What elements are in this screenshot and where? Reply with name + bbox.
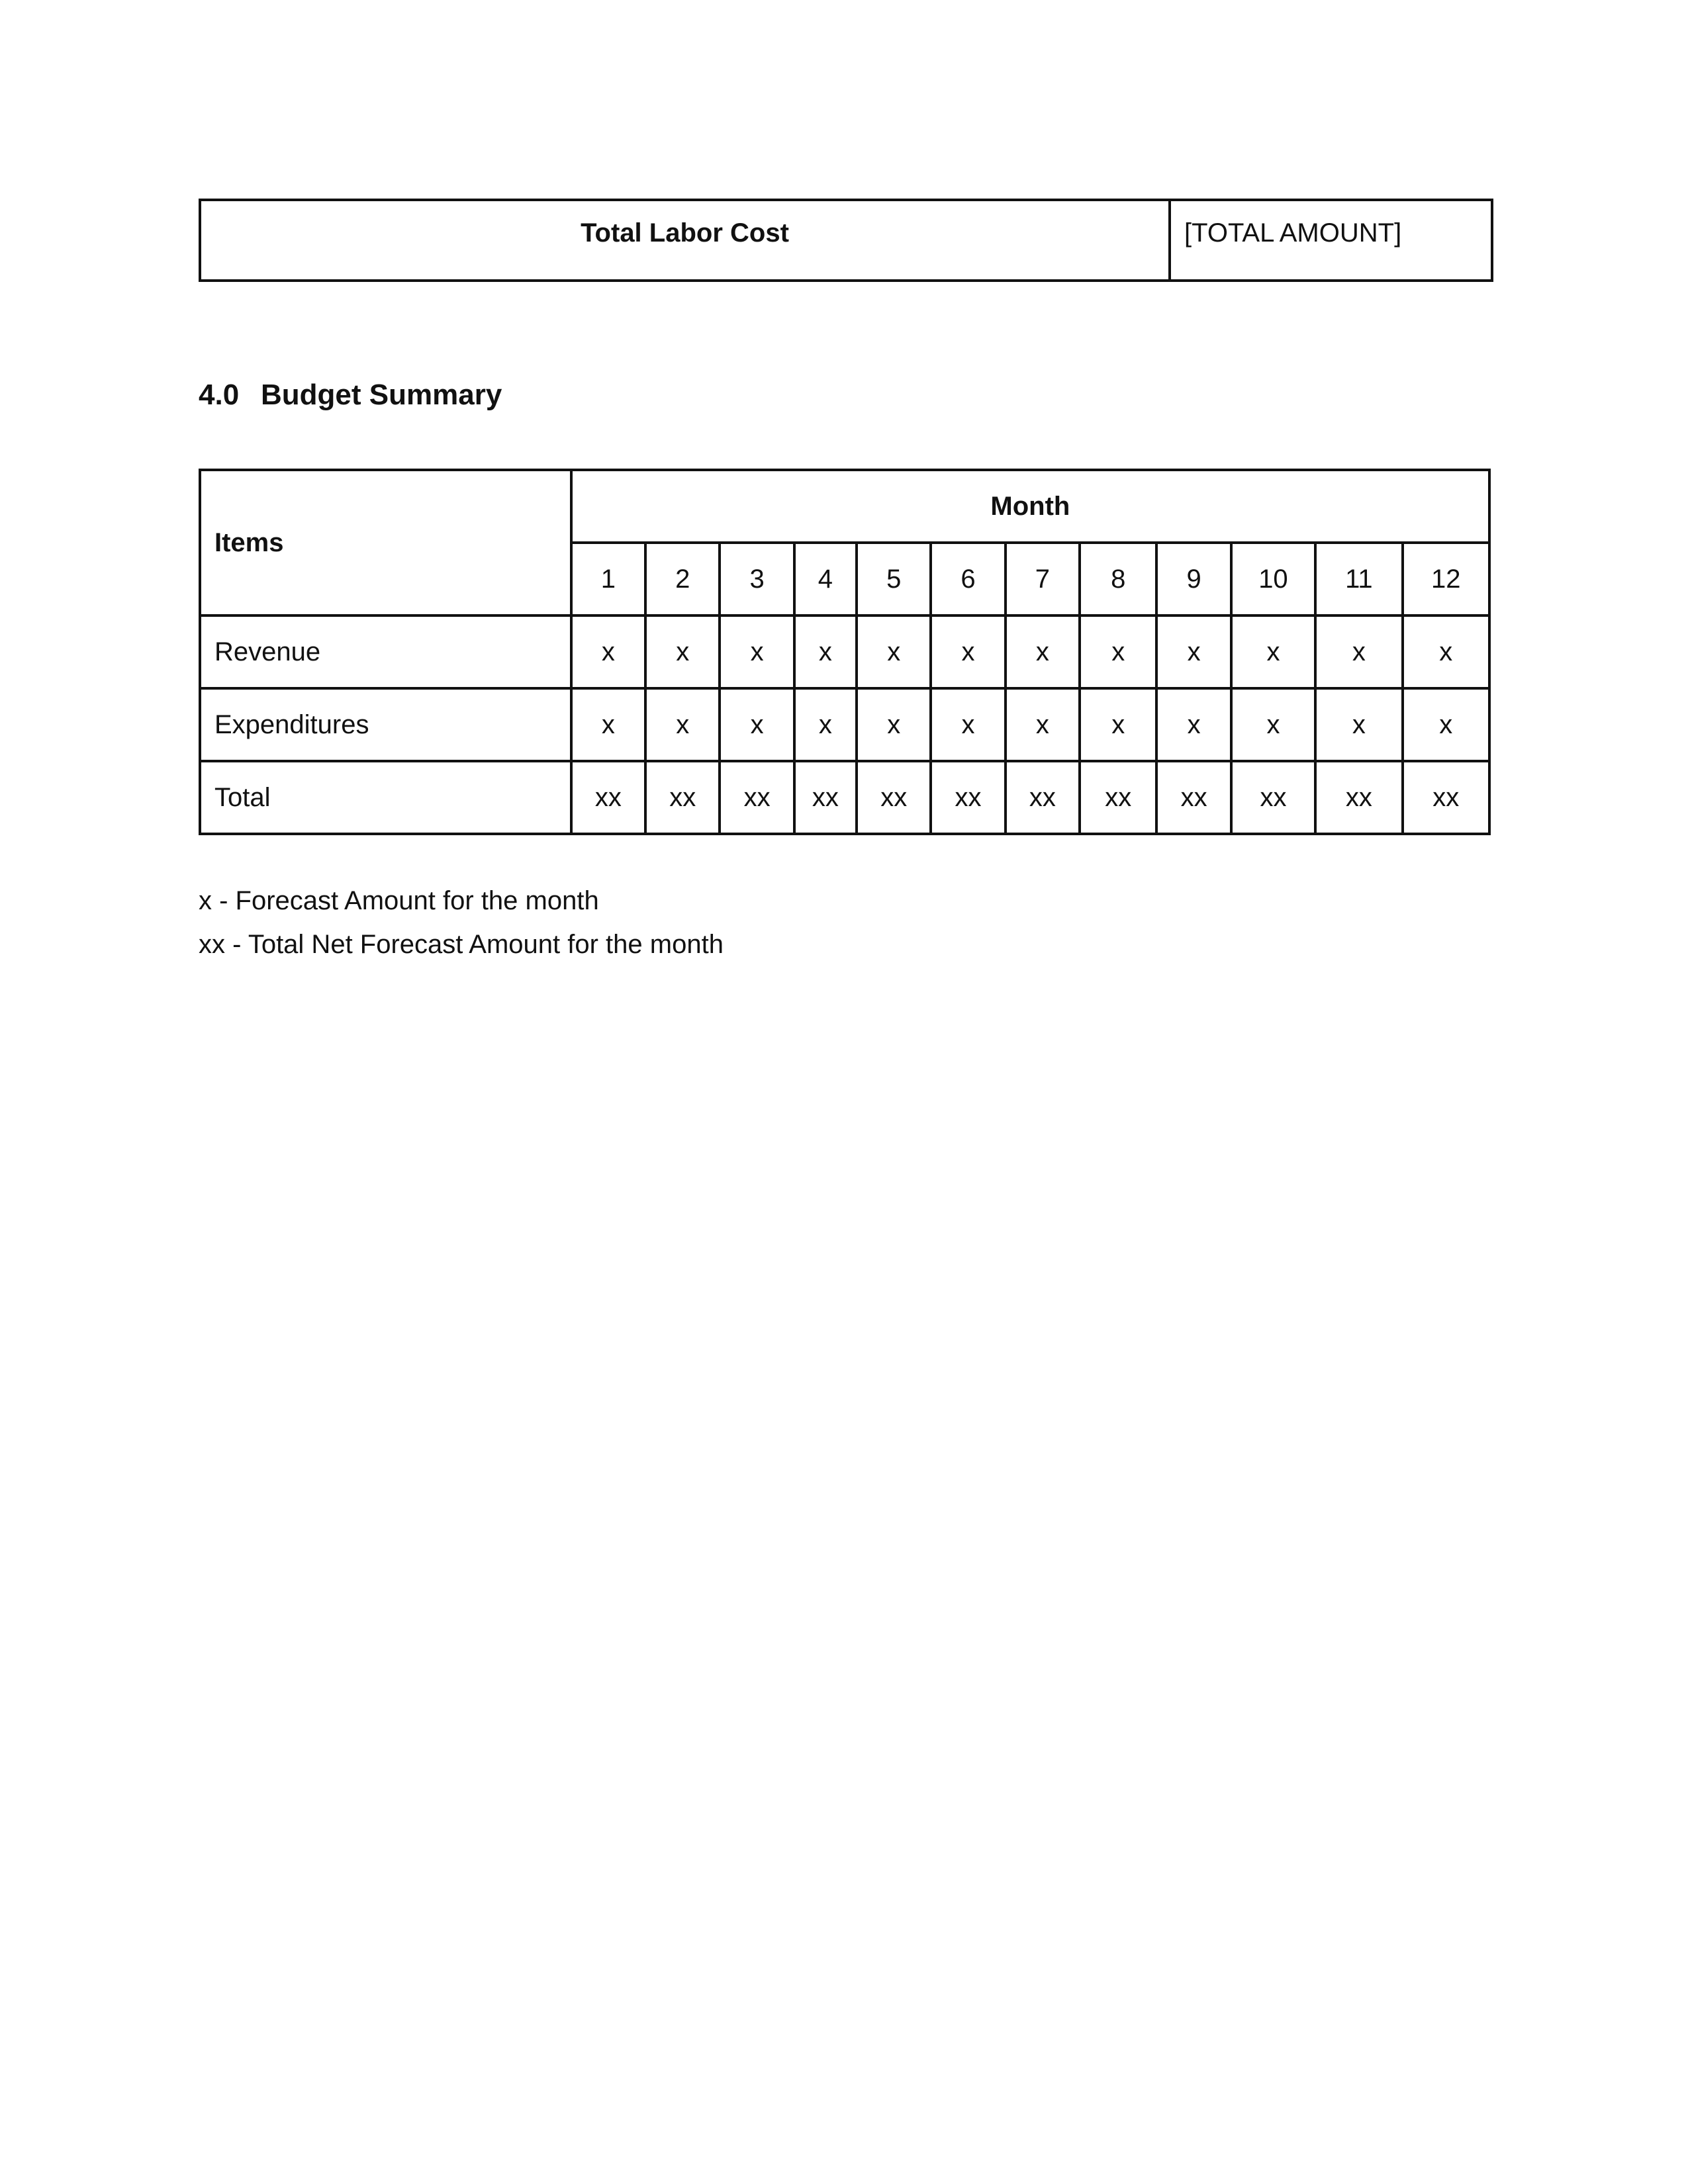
- table-cell: x: [1080, 615, 1156, 688]
- table-cell: xx: [857, 761, 931, 834]
- table-cell: x: [931, 688, 1005, 761]
- month-number-cell: 4: [794, 543, 857, 615]
- table-cell: xx: [1231, 761, 1315, 834]
- table-cell: x: [1315, 615, 1402, 688]
- table-row: [200, 200, 1492, 281]
- table-cell: xx: [1156, 761, 1231, 834]
- month-number-cell: 10: [1231, 543, 1315, 615]
- month-number-cell: 9: [1156, 543, 1231, 615]
- table-cell: x: [857, 615, 931, 688]
- total-labor-cost-table: [199, 199, 1493, 282]
- month-number-cell: 11: [1315, 543, 1402, 615]
- table-cell: x: [1156, 688, 1231, 761]
- footnotes: [199, 879, 724, 966]
- table-cell: x: [1231, 615, 1315, 688]
- month-number-cell: 8: [1080, 543, 1156, 615]
- month-number-cell: 2: [645, 543, 720, 615]
- row-label: Revenue: [200, 615, 571, 688]
- table-cell: x: [1080, 688, 1156, 761]
- table-cell: x: [1156, 615, 1231, 688]
- month-header: Month: [571, 470, 1489, 543]
- table-cell: xx: [931, 761, 1005, 834]
- table-cell: x: [1403, 615, 1489, 688]
- table-row: [200, 761, 1489, 834]
- footnote-net-forecast: xx - Total Net Forecast Amount for the month: [199, 930, 724, 959]
- section-heading: [199, 379, 502, 412]
- total-amount-value: [TOTAL AMOUNT]: [1170, 200, 1492, 281]
- section-title: Budget Summary: [261, 379, 502, 411]
- row-label: Total: [200, 761, 571, 834]
- table-header-row: [200, 470, 1489, 543]
- table-cell: x: [794, 615, 857, 688]
- table-cell: x: [1403, 688, 1489, 761]
- table-cell: x: [1006, 688, 1080, 761]
- table-cell: xx: [794, 761, 857, 834]
- section-number: 4.0: [199, 379, 240, 411]
- table-cell: x: [720, 615, 794, 688]
- month-number-cell: 3: [720, 543, 794, 615]
- row-label: Expenditures: [200, 688, 571, 761]
- table-cell: x: [571, 688, 645, 761]
- table-cell: x: [857, 688, 931, 761]
- table-cell: x: [645, 688, 720, 761]
- table-row: [200, 688, 1489, 761]
- budget-summary-table: [199, 469, 1491, 835]
- table-cell: x: [794, 688, 857, 761]
- table-cell: x: [1231, 688, 1315, 761]
- table-cell: xx: [1403, 761, 1489, 834]
- table-cell: x: [1315, 688, 1402, 761]
- items-header: Items: [200, 470, 571, 615]
- table-cell: x: [720, 688, 794, 761]
- table-cell: x: [571, 615, 645, 688]
- month-number-cell: 7: [1006, 543, 1080, 615]
- table-cell: xx: [1080, 761, 1156, 834]
- table-cell: x: [931, 615, 1005, 688]
- month-number-cell: 12: [1403, 543, 1489, 615]
- table-cell: xx: [720, 761, 794, 834]
- month-number-cell: 5: [857, 543, 931, 615]
- footnote-forecast: x - Forecast Amount for the month: [199, 886, 599, 915]
- budget-table-body: [200, 615, 1489, 834]
- table-cell: xx: [571, 761, 645, 834]
- table-cell: xx: [645, 761, 720, 834]
- table-row: [200, 615, 1489, 688]
- table-cell: xx: [1006, 761, 1080, 834]
- total-labor-cost-label: Total Labor Cost: [200, 200, 1170, 281]
- table-cell: x: [645, 615, 720, 688]
- month-number-cell: 6: [931, 543, 1005, 615]
- table-cell: xx: [1315, 761, 1402, 834]
- month-number-cell: 1: [571, 543, 645, 615]
- table-cell: x: [1006, 615, 1080, 688]
